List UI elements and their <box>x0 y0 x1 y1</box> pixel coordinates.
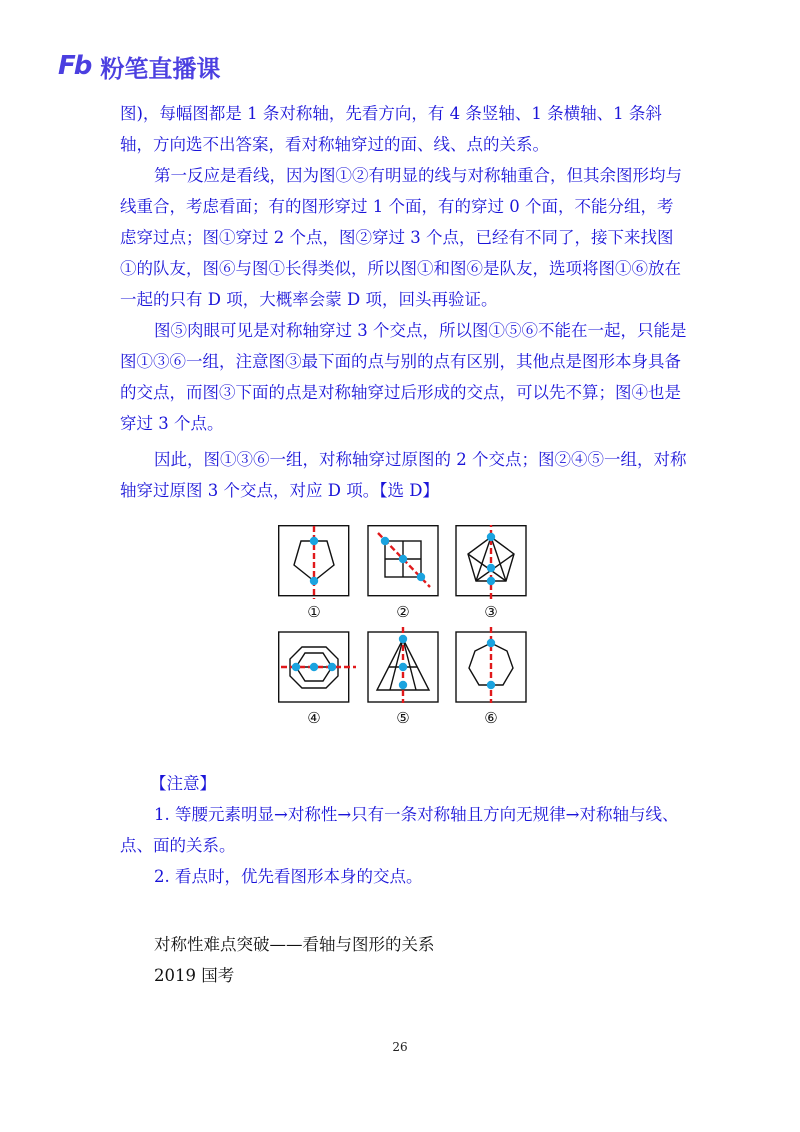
figure-6-point <box>487 639 495 647</box>
figure-1-point <box>310 577 318 585</box>
figure-3-label: ③ <box>484 603 498 621</box>
figure-4-point <box>328 663 336 671</box>
figure-4-label: ④ <box>307 709 321 725</box>
section-title: 对称性难点突破——看轴与图形的关系 <box>154 935 435 954</box>
figure-3-point <box>487 533 495 541</box>
figure-5-label: ⑤ <box>396 709 410 725</box>
paragraph-3: 图⑤肉眼可见是对称轴穿过 3 个交点，所以图①⑤⑥不能在一起，只能是图①③⑥一组，注意图③最下面的点与别的点有区别，其他点是图形本身具备的交点，而图③下面的点是对称轴穿过后形成的交点，可以先不算；图④也是穿过 3 个点。 <box>120 321 687 433</box>
figure-2-point <box>381 537 389 545</box>
note-item-2: 2. 看点时，优先看图形本身的交点。 <box>154 867 423 886</box>
paragraph-4: 因此，图①③⑥一组，对称轴穿过原图的 2 个交点；图②④⑤一组，对称轴穿过原图 3 个交点，对应 D 项。【选 D】 <box>120 450 687 500</box>
figure-3-point <box>487 577 495 585</box>
figure-1-label: ① <box>307 603 321 621</box>
figure-1-point <box>310 537 318 545</box>
figure-5-point <box>399 663 407 671</box>
figure-2-point <box>399 555 407 563</box>
figure-2-point <box>417 573 425 581</box>
page-number: 26 <box>392 1040 408 1054</box>
figure-3-point <box>487 564 495 572</box>
figure-5-point <box>399 681 407 689</box>
brand-name: 粉笔直播课 <box>100 54 221 83</box>
note-item-1: 1. 等腰元素明显→对称性→只有一条对称轴且方向无规律→对称轴与线、点、面的关系。 <box>120 805 679 855</box>
section-source: 2019 国考 <box>154 966 235 985</box>
figure-6-point <box>487 681 495 689</box>
figure-5-point <box>399 635 407 643</box>
figure-6-label: ⑥ <box>484 709 498 725</box>
note-heading: 【注意】 <box>150 774 216 793</box>
figure-2-label: ② <box>396 603 410 621</box>
paragraph-1: 图)，每幅图都是 1 条对称轴，先看方向，有 4 条竖轴、1 条横轴、1 条斜轴，方向选不出答案，看对称轴穿过的面、线、点的关系。 <box>120 104 662 154</box>
figure-4-point <box>310 663 318 671</box>
paragraph-2: 第一反应是看线，因为图①②有明显的线与对称轴重合，但其余图形均与线重合，考虑看面；有的图形穿过 1 个面，有的穿过 0 个面，不能分组，考虑穿过点；图①穿过 2 个点，图②穿过 3 个点，已经有不同了，接下来找图①的队友，图⑥与图①长得类似，所以图①和图⑥是队友，选项将图①⑥放在一起的只有 D 项，大概率会蒙 D 项，回头再验证。 <box>120 166 682 309</box>
symmetry-figures <box>278 525 528 725</box>
brand-header <box>58 51 221 83</box>
figure-4-point <box>292 663 300 671</box>
fenbi-logo-icon: Fb <box>58 51 91 81</box>
